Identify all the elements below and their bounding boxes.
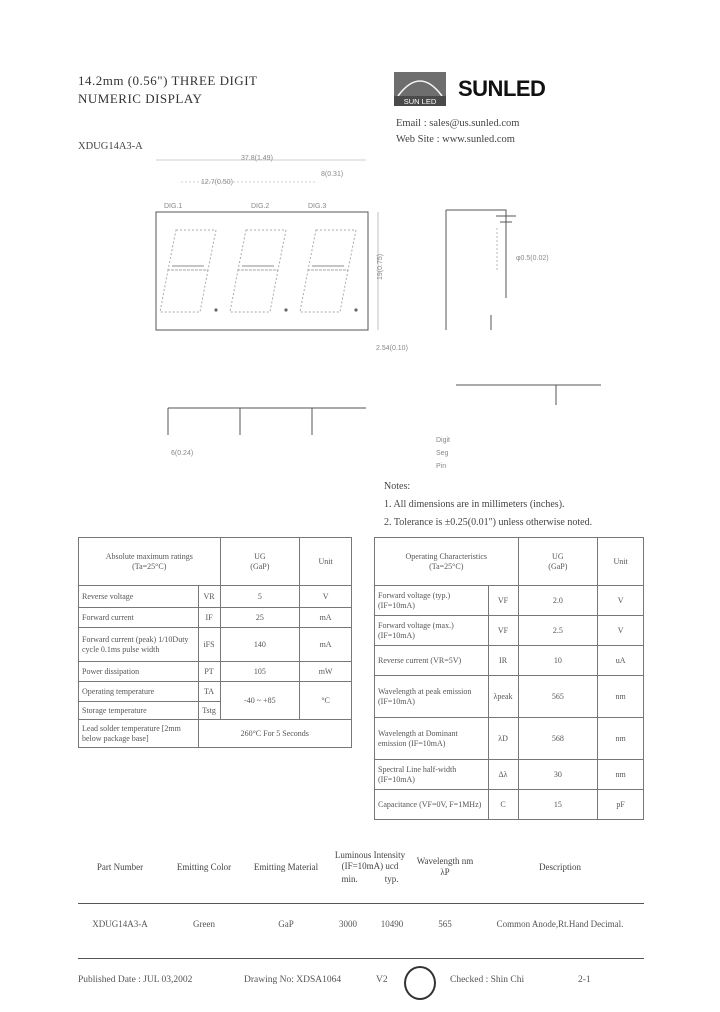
approval-stamp-circle xyxy=(404,966,436,1000)
abs-param: Forward current xyxy=(79,608,199,628)
digit-label-1: DIG.1 xyxy=(164,203,183,210)
op-sym: IR xyxy=(488,646,518,676)
op-val: 10 xyxy=(518,646,598,676)
col-emitting-color: Emitting Color xyxy=(176,861,232,872)
pin-row-pin: Pin xyxy=(436,463,447,470)
op-sym: λpeak xyxy=(488,676,518,718)
dim-pin-pitch: 2.54(0.10) xyxy=(376,345,408,352)
abs-param: Operating temperature xyxy=(79,682,199,702)
abs-unit: mA xyxy=(300,608,352,628)
op-val: 565 xyxy=(518,676,598,718)
col-lum-min: min. xyxy=(341,873,358,884)
op-unit: uA xyxy=(598,646,644,676)
sunled-logo xyxy=(394,72,446,106)
abs-sym: TA xyxy=(198,682,220,702)
op-sym: VF xyxy=(488,586,518,616)
abs-sym: Tstg xyxy=(198,702,220,720)
dim-pitch: 12.7(0.50) xyxy=(201,179,233,186)
dim-height: 19(0.75) xyxy=(377,253,384,280)
abs-param: Storage temperature xyxy=(79,702,199,720)
operating-characteristics-table xyxy=(374,537,644,820)
op-param: Forward voltage (max.) (IF=10mA) xyxy=(375,616,489,646)
dim-pin-dia: φ0.5(0.02) xyxy=(516,255,549,262)
abs-header-col: UG (GaP) xyxy=(220,538,300,586)
col-lum-typ: typ. xyxy=(384,873,399,884)
cell-material: GaP xyxy=(278,919,294,929)
op-unit: V xyxy=(598,586,644,616)
op-param: Wavelength at peak emission (IF=10mA) xyxy=(375,676,489,718)
abs-val: 25 xyxy=(220,608,300,628)
col-luminous-intensity: Luminous Intensity (IF=10mA) ucd min. typ. xyxy=(334,849,406,884)
cell-min: 3000 xyxy=(339,919,357,929)
document-title xyxy=(78,72,257,108)
note-1: 1. All dimensions are in millimeters (inches). xyxy=(384,499,565,510)
abs-unit: mA xyxy=(300,628,352,662)
op-unit: nm xyxy=(598,760,644,790)
abs-param: Lead solder temperature [2mm below package base] xyxy=(79,720,199,748)
pin-row-seg: Seg xyxy=(436,450,449,457)
col-emitting-material: Emitting Material xyxy=(253,861,319,872)
abs-unit: °C xyxy=(300,682,352,720)
op-param: Wavelength at Dominant emission (IF=10mA) xyxy=(375,718,489,760)
op-unit: nm xyxy=(598,676,644,718)
abs-sym: IF xyxy=(198,608,220,628)
abs-val: -40 ~ +85 xyxy=(220,682,300,720)
dim-total: 37.8(1.49) xyxy=(241,155,273,162)
abs-val: 5 xyxy=(220,586,300,608)
note-2: 2. Tolerance is ±0.25(0.01") unless otherwise noted. xyxy=(384,517,593,528)
footer-divider xyxy=(78,958,644,959)
brand-name: SUNLED xyxy=(458,76,546,101)
abs-header-param: Absolute maximum ratings (Ta=25°C) xyxy=(79,538,221,586)
website[interactable]: Web Site : www.sunled.com xyxy=(396,134,515,145)
drawing-number: Drawing No: XDSA1064 xyxy=(244,975,342,985)
op-val: 30 xyxy=(518,760,598,790)
abs-unit: mW xyxy=(300,662,352,682)
email[interactable]: Email : sales@us.sunled.com xyxy=(396,118,520,129)
abs-header-unit: Unit xyxy=(300,538,352,586)
op-val: 2.0 xyxy=(518,586,598,616)
op-unit: V xyxy=(598,616,644,646)
op-unit: pF xyxy=(598,790,644,820)
op-sym: Δλ xyxy=(488,760,518,790)
part-label: XDUG14A3-A xyxy=(78,141,143,152)
part-table-row xyxy=(78,914,644,934)
abs-val: 260°C For 5 Seconds xyxy=(198,720,351,748)
digit-label-3: DIG.3 xyxy=(308,203,327,210)
cell-description: Common Anode,Rt.Hand Decimal. xyxy=(496,919,624,929)
version: V2 xyxy=(376,975,388,985)
abs-val: 105 xyxy=(220,662,300,682)
abs-sym: PT xyxy=(198,662,220,682)
abs-val: 140 xyxy=(220,628,300,662)
dim-seg: 8(0.31) xyxy=(321,171,344,178)
op-unit: nm xyxy=(598,718,644,760)
logo-text: SUN LED xyxy=(403,97,437,106)
op-sym: λD xyxy=(488,718,518,760)
notes-title: Notes: xyxy=(384,481,411,492)
op-val: 568 xyxy=(518,718,598,760)
cell-color: Green xyxy=(193,919,215,929)
abs-param: Forward current (peak) 1/10Duty cycle 0.1ms pulse width xyxy=(79,628,199,662)
op-param: Forward voltage (typ.) (IF=10mA) xyxy=(375,586,489,616)
op-header-param: Operating Characteristics (Ta=25°C) xyxy=(375,538,519,586)
cell-part: XDUG14A3-A xyxy=(92,919,148,929)
page-number: 2-1 xyxy=(578,975,591,985)
op-param: Capacitance (VF=0V, F=1MHz) xyxy=(375,790,489,820)
abs-param: Power dissipation xyxy=(79,662,199,682)
abs-unit: V xyxy=(300,586,352,608)
abs-sym: iFS xyxy=(198,628,220,662)
published-date: Published Date : JUL 03,2002 xyxy=(78,975,193,985)
cell-typ: 10490 xyxy=(380,919,404,929)
abs-param: Reverse voltage xyxy=(79,586,199,608)
col-wavelength: Wavelength nm λP xyxy=(416,856,474,877)
op-header-col: UG (GaP) xyxy=(518,538,598,586)
cell-wavelength: 565 xyxy=(438,919,452,929)
checked-by: Checked : Shin Chi xyxy=(450,975,525,985)
op-param: Reverse current (VR=5V) xyxy=(375,646,489,676)
op-val: 2.5 xyxy=(518,616,598,646)
op-sym: VF xyxy=(488,616,518,646)
part-table-header xyxy=(78,838,644,896)
part-table-divider xyxy=(78,903,644,904)
op-val: 15 xyxy=(518,790,598,820)
op-sym: C xyxy=(488,790,518,820)
absolute-max-ratings-table xyxy=(78,537,352,748)
op-param: Spectral Line half-width (IF=10mA) xyxy=(375,760,489,790)
title-line-1: 14.2mm (0.56") THREE DIGIT xyxy=(78,73,258,88)
contact-info xyxy=(396,116,519,148)
title-line-2: NUMERIC DISPLAY xyxy=(78,91,203,106)
mechanical-drawing xyxy=(76,150,636,480)
notes xyxy=(384,478,592,532)
op-header-unit: Unit xyxy=(598,538,644,586)
dim-pin-len: 6(0.24) xyxy=(171,450,194,457)
digit-label-2: DIG.2 xyxy=(251,203,270,210)
pin-row-digit: Digit xyxy=(436,437,451,444)
col-part-number: Part Number xyxy=(96,861,144,872)
abs-sym: VR xyxy=(198,586,220,608)
col-description: Description xyxy=(539,861,581,872)
